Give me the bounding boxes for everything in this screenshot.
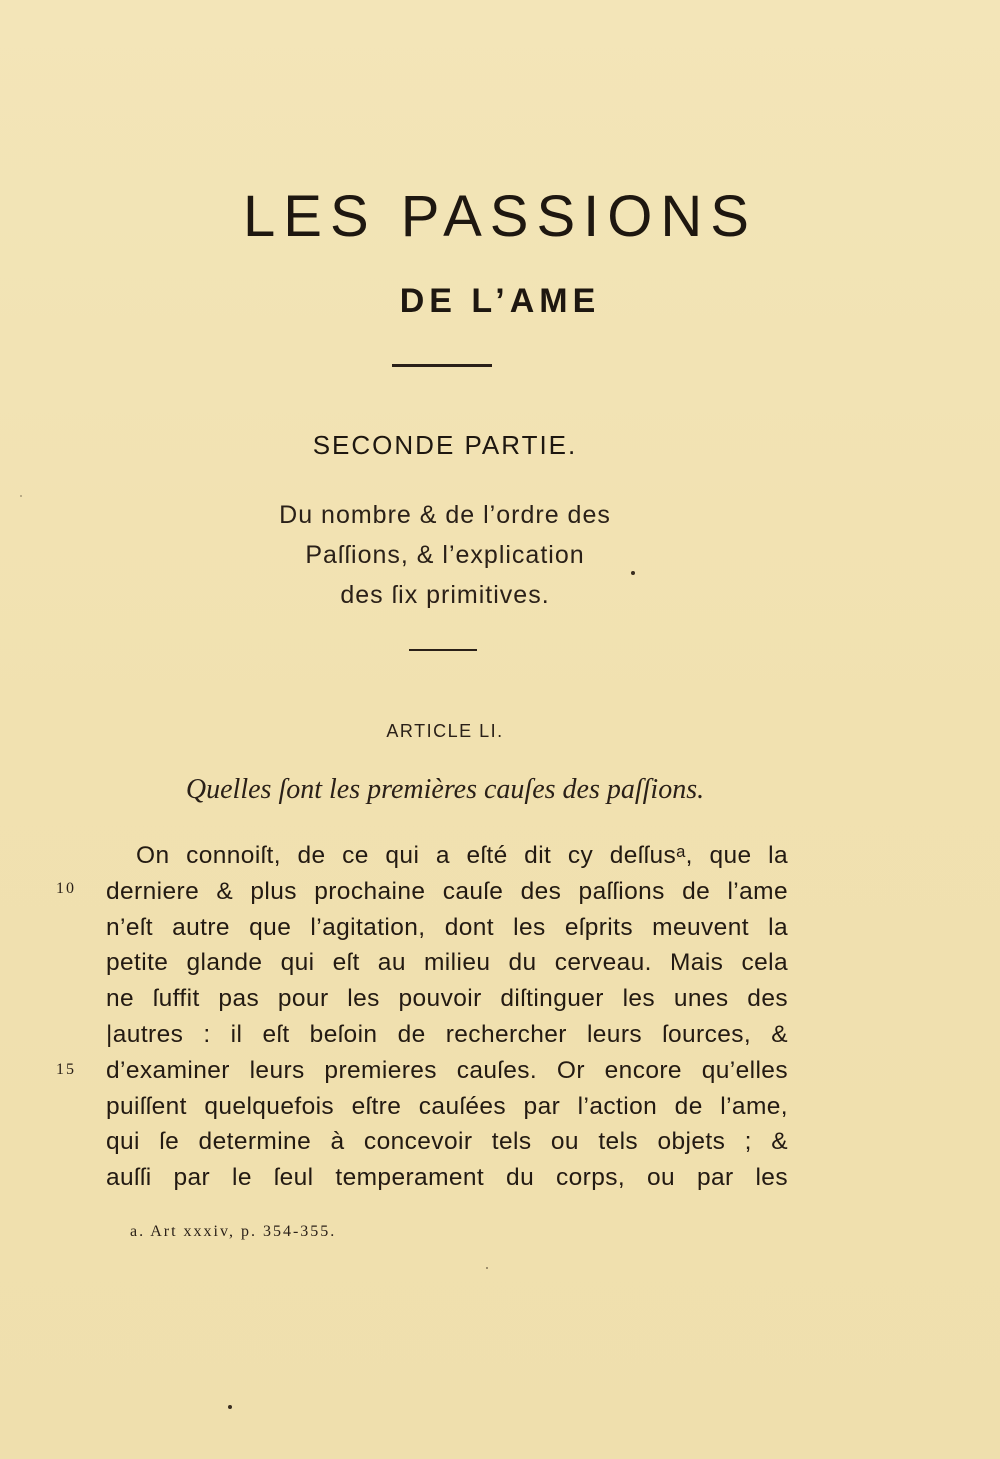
body-line: n’eſt autre que l’agitation, dont les eſprits meuvent la bbox=[106, 913, 788, 941]
body-line: petite glande qui eſt au milieu du cerveau. Mais cela bbox=[106, 949, 788, 977]
page-subtitle: DE L’AME bbox=[399, 282, 601, 320]
body-line: puiſſent quelquefois eſtre cauſées par l’action de l’ame, bbox=[106, 1092, 788, 1120]
body-line: derniere & plus prochaine cauſe des paſſions de l’ame bbox=[106, 877, 788, 905]
part-description bbox=[0, 495, 890, 615]
ink-speck bbox=[631, 571, 635, 575]
article-heading: ARTICLE LI. bbox=[386, 721, 504, 741]
footnote: a. Art xxxiv, p. 354-355. bbox=[130, 1223, 337, 1240]
body-paragraph bbox=[106, 838, 788, 1196]
ink-speck bbox=[20, 495, 22, 497]
body-line: |autres : il eſt beſoin de rechercher leurs ſources, & bbox=[106, 1020, 788, 1048]
body-line: ne ſuffit pas pour les pouvoir diſtinguer les unes des bbox=[106, 985, 788, 1013]
ink-speck bbox=[228, 1405, 232, 1409]
body-line: On connoiſt, de ce qui a eſté dit cy deſſusᵃ, que la bbox=[136, 842, 788, 869]
body-line: qui ſe determine à concevoir tels ou tels objets ; & bbox=[106, 1128, 788, 1156]
line-number-15: 15 bbox=[56, 1061, 76, 1078]
part-heading: SECONDE PARTIE. bbox=[312, 430, 578, 460]
section-divider bbox=[409, 649, 477, 651]
part-description-line: des ſix primitives. bbox=[340, 581, 550, 609]
article-title: Quelles ſont les premières cauſes des paſſions. bbox=[185, 774, 705, 805]
body-line: d’examiner leurs premieres cauſes. Or encore qu’elles bbox=[106, 1056, 788, 1084]
ink-speck bbox=[486, 1267, 488, 1269]
part-description-line: Paſſions, & l’explication bbox=[305, 541, 585, 569]
title-divider bbox=[392, 364, 492, 367]
part-description-line: Du nombre & de l’ordre des bbox=[279, 501, 611, 529]
line-number-10: 10 bbox=[56, 880, 76, 897]
body-line: auſſi par le ſeul temperament du corps, ou par les bbox=[106, 1164, 788, 1192]
page-title: LES PASSIONS bbox=[243, 184, 757, 249]
